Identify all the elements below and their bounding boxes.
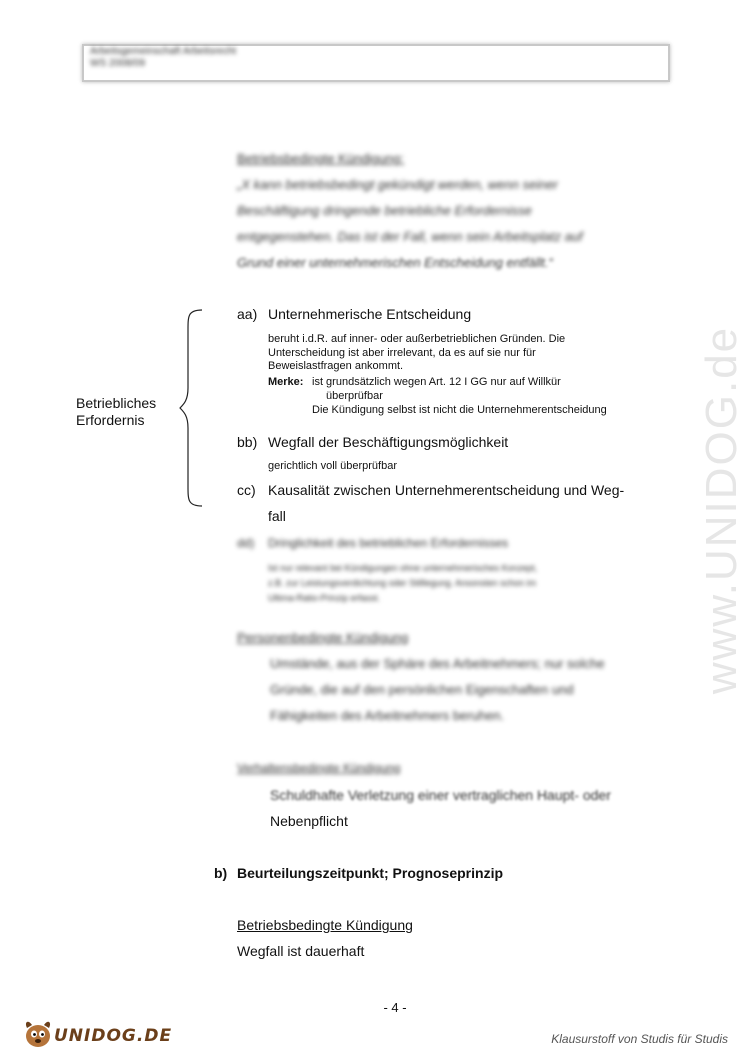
- item-bb-marker: bb): [237, 434, 258, 450]
- merke-text-cont: überprüfbar: [326, 390, 383, 402]
- item-bb-body: gerichtlich voll überprüfbar: [268, 460, 398, 472]
- item-aa-body: beruht i.d.R. auf inner- oder außerbetrieblichen Gründen. Die Unterscheidung ist aber irrelevant, da es auf sie nur für Beweislastfragen ankommt.: [268, 333, 566, 372]
- person-line-1: Umstände, aus der Sphäre des Arbeitnehmers; nur solche: [270, 656, 605, 671]
- header-line-2: WS 2008/09: [90, 58, 146, 69]
- betrieb-heading: Betriebsbedingte Kündigung:: [237, 151, 404, 166]
- merke-label: Merke:: [268, 376, 304, 388]
- person-line-2: Gründe, die auf den persönlichen Eigenschaften und: [270, 682, 574, 697]
- section-b-title: Beurteilungszeitpunkt; Prognoseprinzip: [237, 865, 504, 881]
- brace-label: Betriebliches Erfordernis: [76, 395, 157, 428]
- section-b-subheading: Betriebsbedingte Kündigung: [237, 917, 413, 933]
- merke-line-2: Die Kündigung selbst ist nicht die Unternehmerentscheidung: [312, 404, 607, 416]
- merke-text: ist grundsätzlich wegen Art. 12 I GG nur auf Willkür: [312, 376, 561, 388]
- verhalten-line-1: Schuldhafte Verletzung einer vertraglichen Haupt- oder: [270, 787, 611, 803]
- betrieb-quote-3: entgegenstehen. Das ist der Fall, wenn sein Arbeitsplatz auf: [237, 229, 583, 244]
- person-line-3: Fähigkeiten des Arbeitnehmers beruhen.: [270, 708, 505, 723]
- header-line-1: Arbeitsgemeinschaft Arbeitsrecht: [90, 46, 237, 57]
- item-dd-body: Ist nur relevant bei Kündigungen ohne unternehmerisches Konzept, z.B. zur Leistungsverdichtung oder Stilllegung. Ansonsten schon im Ultima-Ratio-Prinzip erfasst.: [268, 563, 538, 603]
- curly-brace-icon: [178, 308, 204, 513]
- dog-logo-icon: [22, 1016, 56, 1055]
- item-aa-title: Unternehmerische Entscheidung: [268, 306, 472, 322]
- watermark: www.UNIDOG.de: [697, 325, 746, 695]
- footer-tagline: Klausurstoff von Studis für Studis: [551, 1032, 728, 1046]
- verhalten-line-2: Nebenpflicht: [270, 813, 348, 829]
- item-cc-title-cont: fall: [268, 508, 286, 524]
- item-cc-marker: cc): [237, 482, 256, 498]
- section-b-marker: b): [214, 865, 228, 881]
- unidog-logo-text: UNIDOG.DE: [54, 1026, 173, 1046]
- person-heading: Personenbedingte Kündigung: [237, 630, 409, 645]
- betrieb-quote-4: Grund einer unternehmerischen Entscheidung entfällt.“: [237, 255, 553, 270]
- item-dd-marker: dd): [237, 536, 255, 550]
- section-b-text: Wegfall ist dauerhaft: [237, 943, 365, 959]
- item-bb-title: Wegfall der Beschäftigungsmöglichkeit: [268, 434, 509, 450]
- betrieb-quote-1: „X kann betriebsbedingt gekündigt werden, wenn seiner: [237, 177, 558, 192]
- page-number: - 4 -: [383, 1000, 407, 1015]
- item-cc-title: Kausalität zwischen Unternehmerentscheidung und Weg-: [268, 482, 625, 498]
- item-aa-marker: aa): [237, 306, 258, 322]
- verhalten-heading: Verhaltensbedingte Kündigung: [237, 761, 401, 775]
- item-dd-title: Dringlichkeit des betrieblichen Erfordernisses: [268, 536, 509, 550]
- betrieb-quote-2: Beschäftigung dringende betriebliche Erfordernisse: [237, 203, 532, 218]
- document-header: [82, 44, 670, 82]
